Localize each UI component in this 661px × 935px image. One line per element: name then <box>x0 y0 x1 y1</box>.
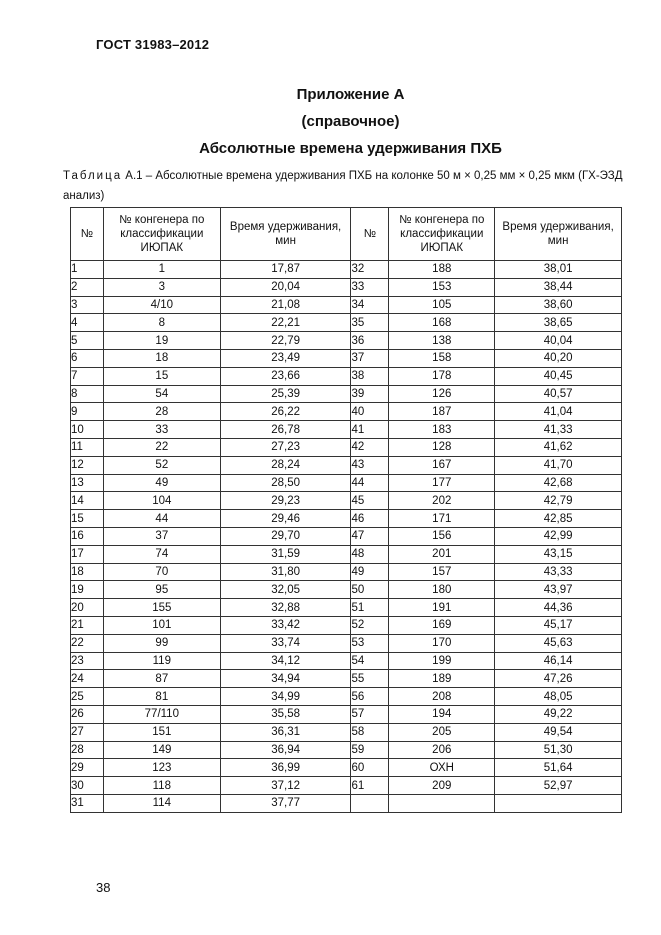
congener-number-cell: 74 <box>103 545 220 563</box>
row-number-cell: 57 <box>351 705 389 723</box>
row-number-cell: 53 <box>351 634 389 652</box>
congener-number-cell: 201 <box>389 545 495 563</box>
retention-time-cell: 31,59 <box>220 545 351 563</box>
retention-time-cell: 38,65 <box>495 314 622 332</box>
row-number-cell: 48 <box>351 545 389 563</box>
header-number: № <box>351 208 389 261</box>
document-code: ГОСТ 31983–2012 <box>96 37 210 52</box>
congener-number-cell: 54 <box>103 385 220 403</box>
retention-time-cell: 36,99 <box>220 759 351 777</box>
congener-number-cell: 156 <box>389 527 495 545</box>
retention-time-cell: 34,12 <box>220 652 351 670</box>
retention-time-cell: 29,70 <box>220 527 351 545</box>
congener-number-cell: 1 <box>103 261 220 279</box>
retention-time-cell: 28,50 <box>220 474 351 492</box>
retention-time-cell: 31,80 <box>220 563 351 581</box>
congener-number-cell: 49 <box>103 474 220 492</box>
row-number-cell: 33 <box>351 278 389 296</box>
congener-number-cell: 189 <box>389 670 495 688</box>
congener-number-cell: 44 <box>103 510 220 528</box>
header-congener: № конгенера по классификации ИЮПАК <box>389 208 495 261</box>
congener-number-cell: 18 <box>103 349 220 367</box>
row-number-cell: 7 <box>71 367 104 385</box>
appendix-title: Приложение А <box>296 86 405 103</box>
table-row <box>71 385 622 403</box>
congener-number-cell: 70 <box>103 563 220 581</box>
congener-number-cell: 168 <box>389 314 495 332</box>
row-number-cell: 60 <box>351 759 389 777</box>
retention-time-cell: 38,01 <box>495 261 622 279</box>
row-number-cell: 16 <box>71 527 104 545</box>
congener-number-cell: 191 <box>389 599 495 617</box>
retention-time-cell: 40,20 <box>495 349 622 367</box>
congener-number-cell: 178 <box>389 367 495 385</box>
congener-number-cell: 171 <box>389 510 495 528</box>
row-number-cell: 35 <box>351 314 389 332</box>
retention-time-cell: 29,46 <box>220 510 351 528</box>
row-number-cell: 17 <box>71 545 104 563</box>
table-row <box>71 332 622 350</box>
row-number-cell: 38 <box>351 367 389 385</box>
row-number-cell: 5 <box>71 332 104 350</box>
table-row <box>71 545 622 563</box>
congener-number-cell: 206 <box>389 741 495 759</box>
retention-time-cell: 49,54 <box>495 723 622 741</box>
congener-number-cell: 138 <box>389 332 495 350</box>
congener-number-cell: 208 <box>389 688 495 706</box>
table-row <box>71 261 622 279</box>
row-number-cell: 43 <box>351 456 389 474</box>
congener-number-cell: 77/110 <box>103 705 220 723</box>
congener-number-cell: 119 <box>103 652 220 670</box>
page-number: 38 <box>96 880 111 895</box>
row-number-cell: 15 <box>71 510 104 528</box>
row-number-cell: 4 <box>71 314 104 332</box>
congener-number-cell: 123 <box>103 759 220 777</box>
congener-number-cell: 188 <box>389 261 495 279</box>
row-number-cell: 36 <box>351 332 389 350</box>
congener-number-cell: 128 <box>389 438 495 456</box>
retention-time-cell: 51,30 <box>495 741 622 759</box>
table-row <box>71 723 622 741</box>
retention-time-cell: 22,79 <box>220 332 351 350</box>
row-number-cell: 27 <box>71 723 104 741</box>
row-number-cell: 44 <box>351 474 389 492</box>
retention-time-cell: 44,36 <box>495 599 622 617</box>
appendix-type: (справочное) <box>301 113 400 130</box>
row-number-cell: 13 <box>71 474 104 492</box>
table-row <box>71 705 622 723</box>
retention-time-cell: 35,58 <box>220 705 351 723</box>
congener-number-cell: 3 <box>103 278 220 296</box>
table-row <box>71 670 622 688</box>
table-row <box>71 581 622 599</box>
table-row <box>71 349 622 367</box>
row-number-cell: 47 <box>351 527 389 545</box>
table-row <box>71 652 622 670</box>
congener-number-cell: 37 <box>103 527 220 545</box>
congener-number-cell: 209 <box>389 777 495 795</box>
header-congener: № конгенера по классификации ИЮПАК <box>103 208 220 261</box>
table-caption-text: А.1 – Абсолютные времена удерживания ПХБ на колонке 50 м × 0,25 мм × 0,25 мкм (ГХ-ЭЗД анализ) <box>63 170 623 202</box>
retention-time-cell: 40,45 <box>495 367 622 385</box>
row-number-cell: 2 <box>71 278 104 296</box>
row-number-cell: 14 <box>71 492 104 510</box>
row-number-cell: 59 <box>351 741 389 759</box>
row-number-cell: 52 <box>351 616 389 634</box>
retention-time-cell: 48,05 <box>495 688 622 706</box>
table-header-row <box>71 208 622 261</box>
row-number-cell <box>351 794 389 812</box>
congener-number-cell: 87 <box>103 670 220 688</box>
row-number-cell: 31 <box>71 794 104 812</box>
congener-number-cell: 101 <box>103 616 220 634</box>
row-number-cell: 29 <box>71 759 104 777</box>
row-number-cell: 28 <box>71 741 104 759</box>
retention-time-cell: 23,66 <box>220 367 351 385</box>
table-row <box>71 759 622 777</box>
congener-number-cell: 95 <box>103 581 220 599</box>
retention-time-cell: 41,62 <box>495 438 622 456</box>
retention-time-cell: 26,22 <box>220 403 351 421</box>
table-row <box>71 403 622 421</box>
row-number-cell: 45 <box>351 492 389 510</box>
congener-number-cell: 155 <box>103 599 220 617</box>
congener-number-cell: 114 <box>103 794 220 812</box>
row-number-cell: 25 <box>71 688 104 706</box>
row-number-cell: 24 <box>71 670 104 688</box>
congener-number-cell: 180 <box>389 581 495 599</box>
row-number-cell: 20 <box>71 599 104 617</box>
congener-number-cell: 52 <box>103 456 220 474</box>
row-number-cell: 12 <box>71 456 104 474</box>
table-row <box>71 474 622 492</box>
row-number-cell: 8 <box>71 385 104 403</box>
congener-number-cell <box>389 794 495 812</box>
retention-time-cell: 40,57 <box>495 385 622 403</box>
row-number-cell: 37 <box>351 349 389 367</box>
retention-time-cell: 32,05 <box>220 581 351 599</box>
table-row <box>71 510 622 528</box>
row-number-cell: 49 <box>351 563 389 581</box>
retention-time-cell: 34,94 <box>220 670 351 688</box>
header-retention-time: Время удерживания, мин <box>495 208 622 261</box>
table-row <box>71 278 622 296</box>
retention-time-cell: 28,24 <box>220 456 351 474</box>
retention-time-cell: 42,99 <box>495 527 622 545</box>
table-row <box>71 777 622 795</box>
congener-number-cell: 99 <box>103 634 220 652</box>
retention-time-cell: 47,26 <box>495 670 622 688</box>
row-number-cell: 10 <box>71 421 104 439</box>
retention-time-cell: 49,22 <box>495 705 622 723</box>
table-row <box>71 438 622 456</box>
row-number-cell: 32 <box>351 261 389 279</box>
retention-time-cell: 36,94 <box>220 741 351 759</box>
retention-time-cell: 43,33 <box>495 563 622 581</box>
congener-number-cell: 157 <box>389 563 495 581</box>
table-row <box>71 314 622 332</box>
congener-number-cell: 177 <box>389 474 495 492</box>
table-row <box>71 741 622 759</box>
retention-time-cell: 23,49 <box>220 349 351 367</box>
row-number-cell: 50 <box>351 581 389 599</box>
table-row <box>71 421 622 439</box>
congener-number-cell: 118 <box>103 777 220 795</box>
row-number-cell: 11 <box>71 438 104 456</box>
row-number-cell: 58 <box>351 723 389 741</box>
row-number-cell: 30 <box>71 777 104 795</box>
congener-number-cell: 194 <box>389 705 495 723</box>
congener-number-cell: 126 <box>389 385 495 403</box>
congener-number-cell: 15 <box>103 367 220 385</box>
row-number-cell: 46 <box>351 510 389 528</box>
retention-time-cell: 37,12 <box>220 777 351 795</box>
row-number-cell: 56 <box>351 688 389 706</box>
congener-number-cell: 104 <box>103 492 220 510</box>
row-number-cell: 41 <box>351 421 389 439</box>
row-number-cell: 51 <box>351 599 389 617</box>
retention-time-cell: 33,42 <box>220 616 351 634</box>
retention-times-table <box>70 207 622 813</box>
congener-number-cell: 205 <box>389 723 495 741</box>
retention-time-cell: 22,21 <box>220 314 351 332</box>
congener-number-cell: 187 <box>389 403 495 421</box>
congener-number-cell: 8 <box>103 314 220 332</box>
retention-time-cell: 26,78 <box>220 421 351 439</box>
retention-time-cell: 42,79 <box>495 492 622 510</box>
retention-time-cell: 33,74 <box>220 634 351 652</box>
congener-number-cell: 151 <box>103 723 220 741</box>
congener-number-cell: 202 <box>389 492 495 510</box>
retention-time-cell: 42,68 <box>495 474 622 492</box>
table-row <box>71 492 622 510</box>
congener-number-cell: 81 <box>103 688 220 706</box>
table-row <box>71 367 622 385</box>
retention-time-cell: 34,99 <box>220 688 351 706</box>
retention-time-cell: 41,33 <box>495 421 622 439</box>
congener-number-cell: 105 <box>389 296 495 314</box>
retention-time-cell: 27,23 <box>220 438 351 456</box>
retention-time-cell: 52,97 <box>495 777 622 795</box>
row-number-cell: 3 <box>71 296 104 314</box>
congener-number-cell: 199 <box>389 652 495 670</box>
retention-time-cell: 25,39 <box>220 385 351 403</box>
congener-number-cell: 4/10 <box>103 296 220 314</box>
retention-time-cell: 45,17 <box>495 616 622 634</box>
row-number-cell: 1 <box>71 261 104 279</box>
row-number-cell: 22 <box>71 634 104 652</box>
table-row <box>71 296 622 314</box>
retention-time-cell: 41,04 <box>495 403 622 421</box>
retention-time-cell: 45,63 <box>495 634 622 652</box>
row-number-cell: 19 <box>71 581 104 599</box>
congener-number-cell: 158 <box>389 349 495 367</box>
retention-time-cell: 46,14 <box>495 652 622 670</box>
row-number-cell: 39 <box>351 385 389 403</box>
congener-number-cell: 33 <box>103 421 220 439</box>
congener-number-cell: 167 <box>389 456 495 474</box>
row-number-cell: 61 <box>351 777 389 795</box>
row-number-cell: 18 <box>71 563 104 581</box>
retention-time-cell: 42,85 <box>495 510 622 528</box>
table-caption-label: Таблица <box>63 170 123 182</box>
row-number-cell: 54 <box>351 652 389 670</box>
table-row <box>71 563 622 581</box>
retention-time-cell: 38,44 <box>495 278 622 296</box>
retention-time-cell: 40,04 <box>495 332 622 350</box>
congener-number-cell: 170 <box>389 634 495 652</box>
congener-number-cell: ОХН <box>389 759 495 777</box>
row-number-cell: 23 <box>71 652 104 670</box>
table-row <box>71 794 622 812</box>
congener-number-cell: 22 <box>103 438 220 456</box>
congener-number-cell: 19 <box>103 332 220 350</box>
retention-time-cell: 38,60 <box>495 296 622 314</box>
retention-time-cell: 43,15 <box>495 545 622 563</box>
congener-number-cell: 149 <box>103 741 220 759</box>
retention-time-cell: 37,77 <box>220 794 351 812</box>
congener-number-cell: 169 <box>389 616 495 634</box>
retention-time-cell <box>495 794 622 812</box>
row-number-cell: 34 <box>351 296 389 314</box>
retention-time-cell: 29,23 <box>220 492 351 510</box>
retention-time-cell: 20,04 <box>220 278 351 296</box>
congener-number-cell: 183 <box>389 421 495 439</box>
table-row <box>71 456 622 474</box>
row-number-cell: 40 <box>351 403 389 421</box>
table-row <box>71 688 622 706</box>
row-number-cell: 21 <box>71 616 104 634</box>
row-number-cell: 6 <box>71 349 104 367</box>
table-caption <box>63 166 623 206</box>
table-row <box>71 599 622 617</box>
retention-time-cell: 51,64 <box>495 759 622 777</box>
row-number-cell: 42 <box>351 438 389 456</box>
congener-number-cell: 28 <box>103 403 220 421</box>
row-number-cell: 55 <box>351 670 389 688</box>
table-row <box>71 527 622 545</box>
row-number-cell: 26 <box>71 705 104 723</box>
congener-number-cell: 153 <box>389 278 495 296</box>
retention-time-cell: 21,08 <box>220 296 351 314</box>
retention-time-cell: 41,70 <box>495 456 622 474</box>
appendix-name: Абсолютные времена удерживания ПХБ <box>199 140 502 157</box>
header-number: № <box>71 208 104 261</box>
retention-time-cell: 43,97 <box>495 581 622 599</box>
header-retention-time: Время удерживания, мин <box>220 208 351 261</box>
retention-time-cell: 36,31 <box>220 723 351 741</box>
retention-time-cell: 32,88 <box>220 599 351 617</box>
table-row <box>71 616 622 634</box>
row-number-cell: 9 <box>71 403 104 421</box>
table-body <box>71 261 622 813</box>
retention-time-cell: 17,87 <box>220 261 351 279</box>
table-row <box>71 634 622 652</box>
